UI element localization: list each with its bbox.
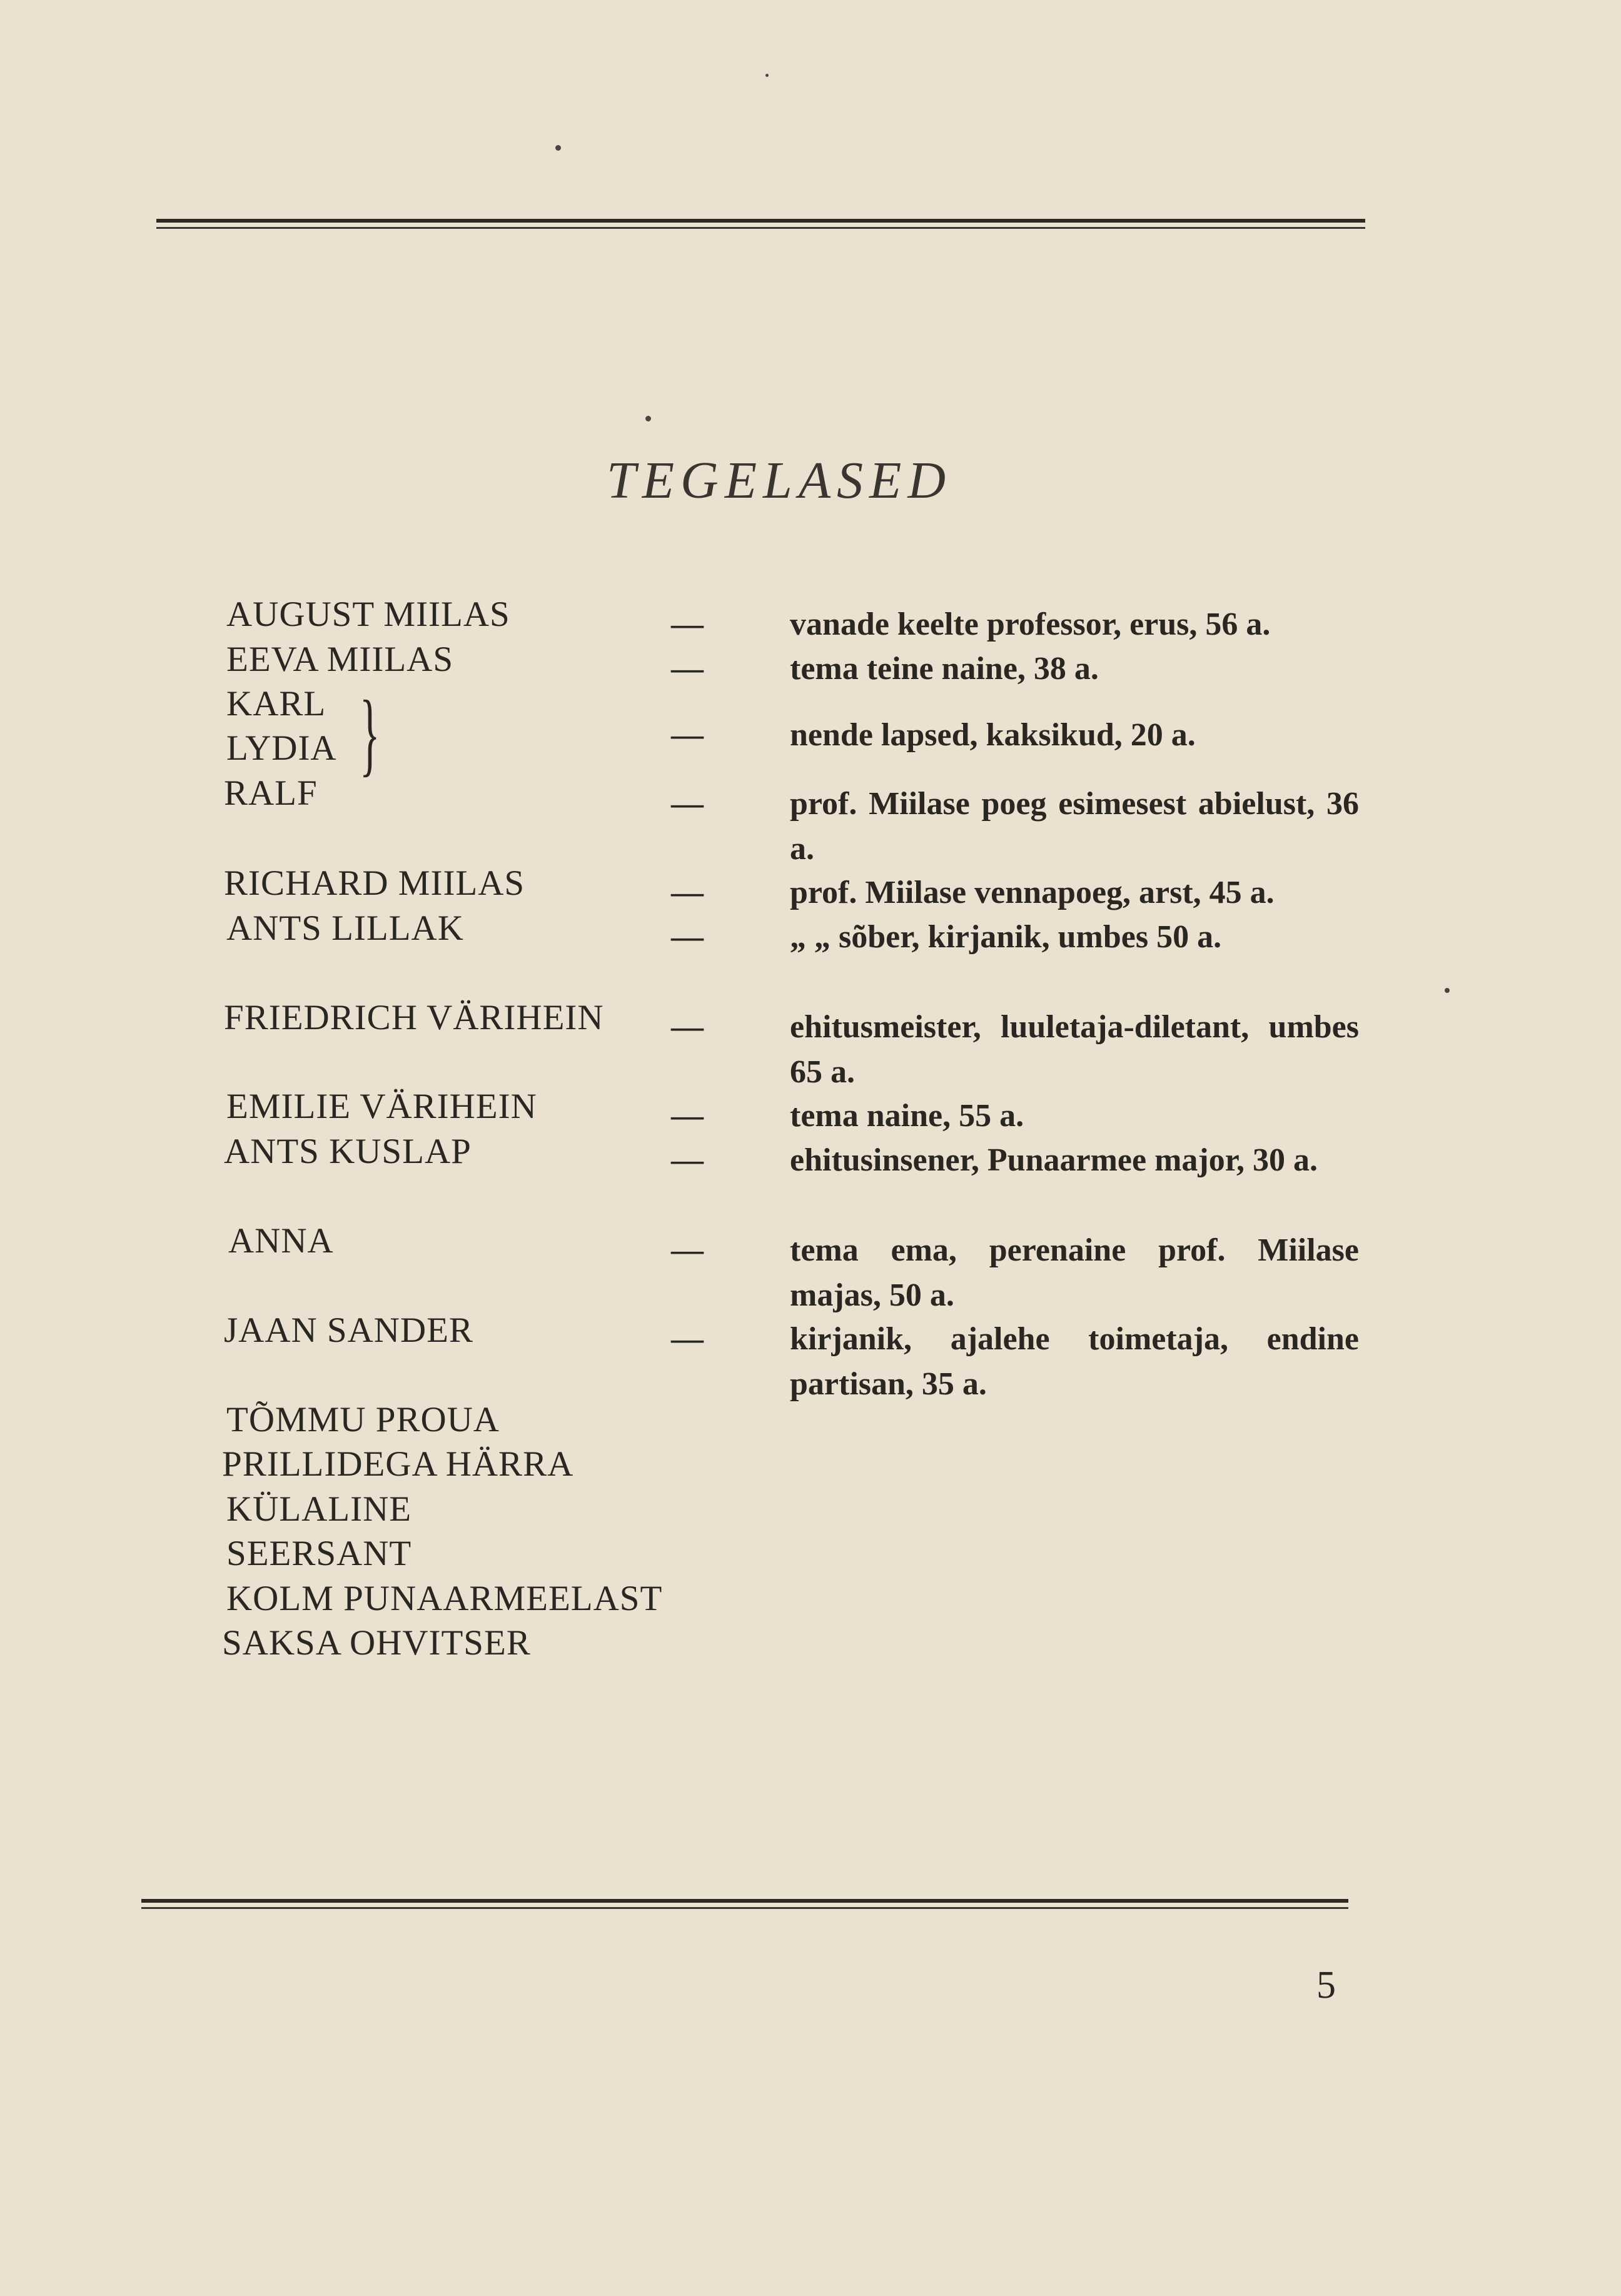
character-description: — tema teine naine, 38 a. <box>730 647 1359 692</box>
em-dash: — <box>671 651 704 687</box>
page-number: 5 <box>1316 1964 1336 2006</box>
em-dash: — <box>671 1232 704 1268</box>
character-description: — nende lapsed, kaksikud, 20 a. <box>730 713 1359 758</box>
em-dash: — <box>671 1321 704 1357</box>
character-name: KOLM PUNAARMEELAST <box>226 1579 663 1618</box>
character-name: SAKSA OHVITSER <box>222 1623 531 1663</box>
character-name: TÕMMU PROUA <box>226 1400 500 1439</box>
character-name: KARL <box>226 684 326 723</box>
character-description: — kirjanik, ajalehe toimetaja, endine partisan, 35 a. <box>730 1317 1359 1407</box>
character-description: — prof. Miilase poeg esimesest abielust, 36 a. <box>730 782 1359 872</box>
character-name: RICHARD MIILAS <box>224 864 525 903</box>
character-name: EMILIE VÄRIHEIN <box>226 1087 537 1126</box>
paper-speck <box>1445 988 1450 993</box>
bottom-double-rule <box>141 1899 1348 1909</box>
character-name: ANNA <box>228 1221 334 1261</box>
character-name: ANTS LILLAK <box>226 909 464 948</box>
character-name: EEVA MIILAS <box>226 640 454 679</box>
paper-speck <box>645 416 651 421</box>
top-double-rule <box>156 219 1365 229</box>
character-name: SEERSANT <box>226 1534 412 1573</box>
em-dash: — <box>671 1098 704 1134</box>
paper-speck <box>555 145 561 151</box>
character-description: — prof. Miilase vennapoeg, arst, 45 a. <box>730 870 1359 915</box>
character-name: JAAN SANDER <box>224 1311 473 1350</box>
page-title: TEGELASED <box>607 451 952 510</box>
em-dash: — <box>671 786 704 822</box>
character-name: ANTS KUSLAP <box>224 1132 472 1171</box>
character-name: AUGUST MIILAS <box>226 595 510 634</box>
character-description: — ehitusinsener, Punaarmee major, 30 a. <box>730 1138 1359 1183</box>
character-name: KÜLALINE <box>226 1489 412 1529</box>
character-description: — tema naine, 55 a. <box>730 1094 1359 1139</box>
character-name: RALF <box>224 773 318 813</box>
character-description: — ehitusmeister, luuletaja-diletant, umbes 65 a. <box>730 1005 1359 1095</box>
twins-brace: } <box>360 682 380 785</box>
character-description: — tema ema, perenaine prof. Miilase majas, 50 a. <box>730 1228 1359 1318</box>
em-dash: — <box>671 1142 704 1178</box>
em-dash: — <box>671 1009 704 1045</box>
character-description: — „ „ sõber, kirjanik, umbes 50 a. <box>730 915 1359 960</box>
character-name: PRILLIDEGA HÄRRA <box>222 1444 574 1484</box>
character-description: — vanade keelte professor, erus, 56 a. <box>730 602 1359 647</box>
paper-speck <box>765 74 769 77</box>
em-dash: — <box>671 607 704 642</box>
em-dash: — <box>671 717 704 753</box>
em-dash: — <box>671 919 704 955</box>
em-dash: — <box>671 875 704 910</box>
character-name: LYDIA <box>226 728 337 768</box>
character-name: FRIEDRICH VÄRIHEIN <box>224 998 604 1037</box>
